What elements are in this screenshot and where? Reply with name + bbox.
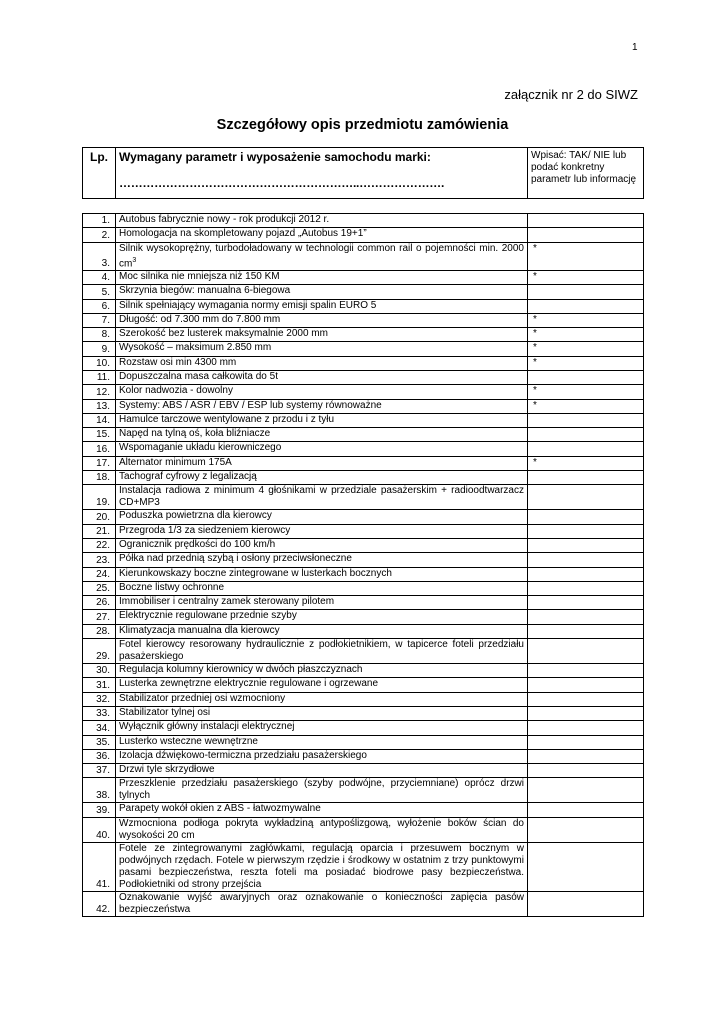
table-row — [83, 553, 644, 567]
row-parameter-text: Przeszklenie przedziału pasażerskiego (szyby podwójne, przyciemniane) oprócz drzwi tylnych — [119, 778, 524, 802]
row-parameter — [116, 692, 528, 706]
row-number: 16. — [83, 442, 116, 456]
page-title: Szczegółowy opis przedmiotu zamówienia — [216, 117, 509, 133]
row-parameter — [116, 471, 528, 485]
table-row — [83, 567, 644, 581]
row-parameter — [116, 639, 528, 664]
table-row — [83, 228, 644, 242]
row-answer-cell[interactable] — [528, 524, 644, 538]
row-answer-cell[interactable] — [528, 639, 644, 664]
row-parameter — [116, 342, 528, 356]
table-row — [83, 891, 644, 916]
table-row — [83, 242, 644, 270]
row-number: 34. — [83, 721, 116, 735]
spec-table-body — [83, 214, 644, 917]
table-row — [83, 596, 644, 610]
table-row — [83, 524, 644, 538]
table-row — [83, 371, 644, 385]
row-answer-cell[interactable]: * — [528, 242, 644, 270]
table-row — [83, 485, 644, 510]
row-answer-cell[interactable]: * — [528, 328, 644, 342]
table-row — [83, 639, 644, 664]
row-number: 17. — [83, 456, 116, 470]
row-parameter-text: Wspomaganie układu kierowniczego — [119, 442, 282, 454]
row-parameter — [116, 510, 528, 524]
row-answer-cell[interactable] — [528, 678, 644, 692]
header-param-dots: ……………………………………………………..…………………. — [119, 176, 445, 190]
row-number: 8. — [83, 328, 116, 342]
row-number: 2. — [83, 228, 116, 242]
table-row — [83, 538, 644, 552]
row-parameter — [116, 803, 528, 817]
row-number: 5. — [83, 285, 116, 299]
row-answer-cell[interactable] — [528, 510, 644, 524]
row-number: 7. — [83, 313, 116, 327]
row-answer-cell[interactable] — [528, 706, 644, 720]
row-answer-cell[interactable] — [528, 764, 644, 778]
table-row — [83, 342, 644, 356]
row-number: 36. — [83, 749, 116, 763]
row-number: 32. — [83, 692, 116, 706]
row-number: 22. — [83, 538, 116, 552]
row-parameter-text: Alternator minimum 175A — [119, 456, 232, 468]
row-parameter-text: Homologacja na skompletowany pojazd „Autobus 19+1” — [119, 228, 367, 240]
row-parameter-text: Klimatyzacja manualna dla kierowcy — [119, 624, 280, 636]
row-answer-cell[interactable] — [528, 299, 644, 313]
table-row — [83, 285, 644, 299]
row-parameter-text: Oznakowanie wyjść awaryjnych oraz oznakowanie o konieczności zapięcia pasów bezpieczeństwa — [119, 891, 524, 915]
row-parameter — [116, 891, 528, 916]
row-parameter — [116, 624, 528, 638]
row-number: 25. — [83, 581, 116, 595]
row-answer-cell[interactable] — [528, 538, 644, 552]
table-row — [83, 581, 644, 595]
table-row — [83, 328, 644, 342]
row-parameter — [116, 664, 528, 678]
table-row — [83, 803, 644, 817]
row-parameter-text: Boczne listwy ochronne — [119, 581, 225, 593]
row-answer-cell[interactable] — [528, 749, 644, 763]
row-parameter — [116, 371, 528, 385]
row-parameter-text: Napęd na tylną oś, koła bliźniacze — [119, 428, 271, 440]
row-parameter-superscript: 3 — [132, 256, 137, 264]
row-number: 35. — [83, 735, 116, 749]
row-parameter — [116, 285, 528, 299]
row-parameter — [116, 356, 528, 370]
header-row — [83, 148, 644, 199]
row-parameter-text: Tachograf cyfrowy z legalizacją — [119, 471, 257, 483]
row-parameter — [116, 778, 528, 803]
row-parameter — [116, 567, 528, 581]
row-number: 1. — [83, 214, 116, 228]
row-answer-cell[interactable] — [528, 442, 644, 456]
row-parameter-text: Silnik wysokoprężny, turbodoładowany w technologii common rail o pojemności min. 2000 cm — [119, 242, 524, 269]
table-row — [83, 428, 644, 442]
table-row — [83, 664, 644, 678]
row-parameter-text: Poduszka powietrzna dla kierowcy — [119, 510, 272, 522]
table-row — [83, 610, 644, 624]
row-number: 24. — [83, 567, 116, 581]
row-parameter — [116, 242, 528, 270]
row-answer-cell[interactable] — [528, 624, 644, 638]
row-parameter-text: Kolor nadwozia - dowolny — [119, 385, 233, 397]
row-parameter — [116, 749, 528, 763]
row-parameter-text: Immobiliser i centralny zamek sterowany pilotem — [119, 596, 335, 608]
attachment-label: załącznik nr 2 do SIWZ — [504, 87, 638, 102]
table-row — [83, 299, 644, 313]
row-number: 6. — [83, 299, 116, 313]
row-number: 4. — [83, 270, 116, 284]
row-answer-cell[interactable]: * — [528, 385, 644, 399]
row-number: 15. — [83, 428, 116, 442]
row-parameter — [116, 385, 528, 399]
table-row — [83, 624, 644, 638]
row-answer-cell[interactable] — [528, 567, 644, 581]
row-answer-cell[interactable] — [528, 596, 644, 610]
row-parameter-text: Lusterka zewnętrzne elektrycznie regulowane i ogrzewane — [119, 678, 379, 690]
row-answer-cell[interactable] — [528, 285, 644, 299]
row-number: 28. — [83, 624, 116, 638]
row-number: 19. — [83, 485, 116, 510]
row-parameter-text: Półka nad przednią szybą i osłony przeciwsłoneczne — [119, 553, 352, 565]
row-parameter-text: Wysokość – maksimum 2.850 mm — [119, 342, 272, 354]
row-parameter — [116, 553, 528, 567]
header-param-label: Wymagany parametr i wyposażenie samochodu marki: — [119, 150, 431, 164]
row-parameter-text: Systemy: ABS / ASR / EBV / ESP lub systemy równoważne — [119, 399, 382, 411]
table-row — [83, 764, 644, 778]
row-answer-cell[interactable] — [528, 842, 644, 891]
row-parameter-text: Izolacja dźwiękowo-termiczna przedziału pasażerskiego — [119, 749, 367, 761]
row-number: 13. — [83, 399, 116, 413]
row-number: 40. — [83, 817, 116, 842]
table-row — [83, 749, 644, 763]
row-parameter-text: Stabilizator tylnej osi — [119, 706, 211, 718]
row-answer-cell[interactable] — [528, 735, 644, 749]
row-number: 23. — [83, 553, 116, 567]
row-parameter — [116, 328, 528, 342]
row-number: 42. — [83, 891, 116, 916]
row-parameter — [116, 596, 528, 610]
table-row — [83, 356, 644, 370]
row-parameter — [116, 214, 528, 228]
row-parameter-text: Rozstaw osi min 4300 mm — [119, 356, 237, 368]
table-row — [83, 413, 644, 427]
row-parameter-text: Lusterko wsteczne wewnętrzne — [119, 735, 258, 747]
row-answer-cell[interactable] — [528, 778, 644, 803]
table-row — [83, 706, 644, 720]
row-parameter-text: Kierunkowskazy boczne zintegrowane w lusterkach bocznych — [119, 567, 392, 579]
table-row — [83, 456, 644, 470]
row-answer-cell[interactable] — [528, 664, 644, 678]
row-parameter — [116, 313, 528, 327]
row-parameter-text: Parapety wokół okien z ABS - łatwozmywalne — [119, 803, 321, 815]
row-parameter-text: Autobus fabrycznie nowy - rok produkcji 2012 r. — [119, 214, 330, 225]
row-parameter — [116, 485, 528, 510]
row-parameter-text: Długość: od 7.300 mm do 7.800 mm — [119, 313, 281, 325]
row-answer-cell[interactable] — [528, 817, 644, 842]
row-answer-cell[interactable]: * — [528, 270, 644, 284]
row-answer-cell[interactable] — [528, 721, 644, 735]
row-parameter — [116, 735, 528, 749]
row-number: 37. — [83, 764, 116, 778]
table-row — [83, 735, 644, 749]
row-number: 27. — [83, 610, 116, 624]
row-number: 11. — [83, 371, 116, 385]
row-answer-cell[interactable]: * — [528, 313, 644, 327]
spec-table — [82, 213, 644, 917]
table-row — [83, 442, 644, 456]
row-parameter — [116, 270, 528, 284]
row-answer-cell[interactable]: * — [528, 399, 644, 413]
table-row — [83, 678, 644, 692]
row-parameter — [116, 817, 528, 842]
table-row — [83, 721, 644, 735]
row-parameter-text: Fotel kierowcy resorowany hydraulicznie z podłokietnikiem, w tapicerce foteli przedziału pasażerskiego — [119, 639, 524, 663]
row-answer-cell[interactable] — [528, 214, 644, 228]
row-parameter-text: Silnik spełniający wymagania normy emisji spalin EURO 5 — [119, 299, 377, 311]
table-row — [83, 842, 644, 891]
row-answer-cell[interactable]: * — [528, 356, 644, 370]
row-parameter — [116, 228, 528, 242]
row-number: 26. — [83, 596, 116, 610]
table-row — [83, 778, 644, 803]
row-parameter — [116, 413, 528, 427]
table-row — [83, 399, 644, 413]
row-parameter-text: Instalacja radiowa z minimum 4 głośnikami w przedziale pasażerskim + radioodtwarzacz CD+MP3 — [119, 485, 524, 509]
row-parameter — [116, 399, 528, 413]
row-number: 18. — [83, 471, 116, 485]
header-lp: Lp. — [83, 148, 116, 199]
row-parameter-text: Dopuszczalna masa całkowita do 5t — [119, 371, 278, 382]
row-number: 20. — [83, 510, 116, 524]
row-answer-cell[interactable] — [528, 803, 644, 817]
row-answer-cell[interactable]: * — [528, 456, 644, 470]
row-parameter-text: Drzwi tyle skrzydłowe — [119, 764, 215, 776]
header-note: Wpisać: TAK/ NIE lub podać konkretny parametr lub informację — [528, 148, 644, 199]
table-row — [83, 214, 644, 228]
row-parameter-text: Wzmocniona podłoga pokryta wykładziną antypoślizgową, wyłożenie boków ścian do wysokości 20 cm — [119, 817, 524, 841]
row-parameter — [116, 764, 528, 778]
row-number: 39. — [83, 803, 116, 817]
row-answer-cell[interactable]: * — [528, 342, 644, 356]
row-answer-cell[interactable] — [528, 371, 644, 385]
row-parameter-text: Regulacja kolumny kierownicy w dwóch płaszczyznach — [119, 664, 363, 676]
row-number: 12. — [83, 385, 116, 399]
table-row — [83, 471, 644, 485]
row-answer-cell[interactable] — [528, 228, 644, 242]
row-number: 31. — [83, 678, 116, 692]
row-parameter-text: Hamulce tarczowe wentylowane z przodu i z tyłu — [119, 413, 335, 425]
row-parameter — [116, 678, 528, 692]
row-number: 30. — [83, 664, 116, 678]
row-answer-cell[interactable] — [528, 428, 644, 442]
row-number: 9. — [83, 342, 116, 356]
row-parameter — [116, 456, 528, 470]
row-parameter — [116, 299, 528, 313]
row-parameter-text: Stabilizator przedniej osi wzmocniony — [119, 692, 286, 704]
table-row — [83, 817, 644, 842]
row-answer-cell[interactable] — [528, 581, 644, 595]
row-number: 10. — [83, 356, 116, 370]
row-parameter-text: Fotele ze zintegrowanymi zagłówkami, regulacją oparcia i przesuwem bocznym w podwójnych rzędach. Fotele w pierwszym rzędzie i środkowy w ostatnim z trzy punktowymi pasami bezpieczeństwa, reszta foteli ma posiadać biodrowe pasy bezpieczeństwa. Podłokietniki od strony przejścia — [119, 842, 524, 890]
row-answer-cell[interactable] — [528, 485, 644, 510]
row-answer-cell[interactable] — [528, 413, 644, 427]
row-number: 33. — [83, 706, 116, 720]
row-parameter-text: Szerokość bez lusterek maksymalnie 2000 mm — [119, 328, 328, 340]
row-answer-cell[interactable] — [528, 471, 644, 485]
row-parameter-text: Moc silnika nie mniejsza niż 150 KM — [119, 270, 280, 282]
table-row — [83, 510, 644, 524]
table-row — [83, 313, 644, 327]
row-number: 3. — [83, 242, 116, 270]
row-parameter — [116, 538, 528, 552]
row-answer-cell[interactable] — [528, 891, 644, 916]
row-number: 41. — [83, 842, 116, 891]
table-row — [83, 270, 644, 284]
row-number: 21. — [83, 524, 116, 538]
row-parameter — [116, 524, 528, 538]
row-parameter — [116, 581, 528, 595]
row-number: 29. — [83, 639, 116, 664]
header-table — [82, 147, 644, 199]
row-parameter-text: Przegroda 1/3 za siedzeniem kierowcy — [119, 524, 291, 536]
row-answer-cell[interactable] — [528, 692, 644, 706]
row-parameter — [116, 842, 528, 891]
row-number: 38. — [83, 778, 116, 803]
row-parameter — [116, 706, 528, 720]
header-param — [116, 148, 528, 199]
row-answer-cell[interactable] — [528, 553, 644, 567]
page-number: 1 — [632, 42, 638, 53]
table-row — [83, 385, 644, 399]
row-parameter — [116, 428, 528, 442]
row-parameter — [116, 442, 528, 456]
row-answer-cell[interactable] — [528, 610, 644, 624]
row-parameter-text: Wyłącznik główny instalacji elektrycznej — [119, 721, 295, 733]
table-row — [83, 692, 644, 706]
row-parameter-text: Skrzynia biegów: manualna 6-biegowa — [119, 285, 291, 297]
row-parameter — [116, 721, 528, 735]
row-parameter-text: Ogranicznik prędkości do 100 km/h — [119, 538, 276, 550]
row-parameter — [116, 610, 528, 624]
row-parameter-text: Elektrycznie regulowane przednie szyby — [119, 610, 297, 622]
row-number: 14. — [83, 413, 116, 427]
